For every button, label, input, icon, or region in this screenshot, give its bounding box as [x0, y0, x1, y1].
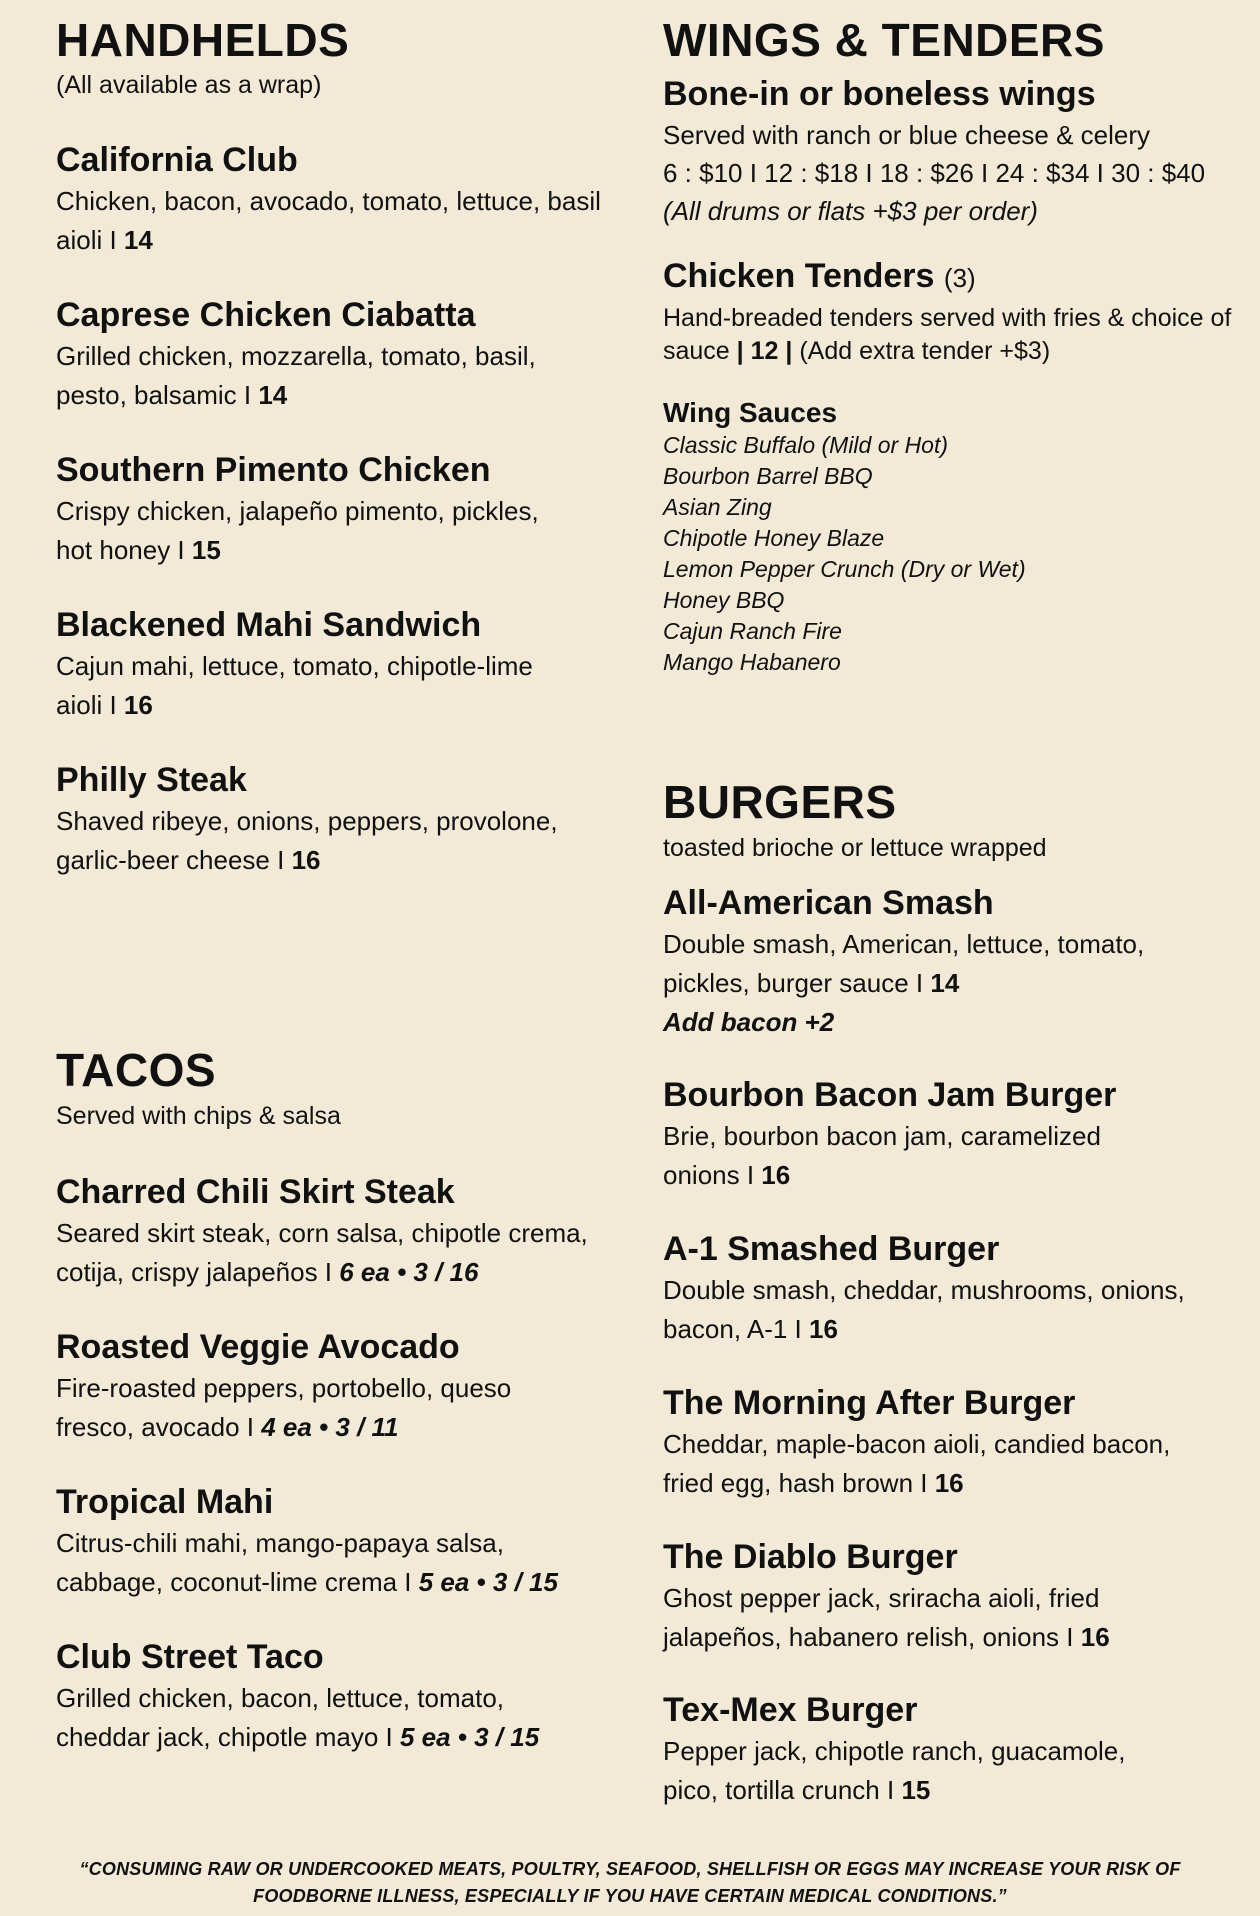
item-description: Grilled chicken, mozzarella, tomato, basil, pesto, balsamic I 14 [56, 341, 536, 410]
item-name: Roasted Veggie Avocado [56, 1328, 460, 1366]
menu-item-charred-chili-skirt-steak [56, 1172, 601, 1292]
item-description: Double smash, cheddar, mushrooms, onions, bacon, A-1 I 16 [663, 1275, 1185, 1344]
item-name: Southern Pimento Chicken [56, 451, 491, 489]
item-name: California Club [56, 141, 298, 179]
item-description: Fire-roasted peppers, portobello, queso fresco, avocado I 4 ea • 3 / 11 [56, 1373, 512, 1442]
tender-count: (3) [943, 263, 976, 293]
sauce-item: Mango Habanero [663, 649, 841, 675]
sauce-item: Bourbon Barrel BBQ [663, 463, 873, 489]
menu-item-southern-pimento-chicken [56, 450, 576, 570]
wings-tenders-title: WINGS & TENDERS [663, 14, 1105, 66]
health-disclaimer: “CONSUMING RAW OR UNDERCOOKED MEATS, POULTRY, SEAFOOD, SHELLFISH OR EGGS MAY INCREASE YOUR RISK OF FOODBORNE ILLNESS, ESPECIALLY IF YOU HAVE CERTAIN MEDICAL CONDITIONS.” [79, 1859, 1181, 1906]
item-name: Blackened Mahi Sandwich [56, 606, 482, 644]
sauce-item: Cajun Ranch Fire [663, 618, 842, 644]
item-price: 14 [930, 968, 960, 998]
burgers-subtitle: toasted brioche or lettuce wrapped [663, 834, 1047, 862]
item-name: The Morning After Burger [663, 1384, 1076, 1422]
menu-item-roasted-veggie-avocado [56, 1327, 576, 1447]
menu-item-california-club [56, 140, 601, 260]
sauce-item: Asian Zing [663, 494, 772, 520]
item-price: 16 [291, 845, 321, 875]
item-name: Bone-in or boneless wings [663, 75, 1096, 113]
item-description: Cajun mahi, lettuce, tomato, chipotle-lime aioli I 16 [56, 651, 533, 720]
item-name: Tropical Mahi [56, 1483, 274, 1521]
wing-serving-note: Served with ranch or blue cheese & celery [663, 120, 1151, 150]
item-price: 14 [258, 380, 288, 410]
item-description: Double smash, American, lettuce, tomato, pickles, burger sauce I 14 [663, 929, 1145, 998]
burgers-title: BURGERS [663, 776, 897, 828]
item-description: Grilled chicken, bacon, lettuce, tomato, cheddar jack, chipotle mayo I 5 ea • 3 / 15 [56, 1683, 540, 1752]
menu-item-chicken-tenders [663, 256, 1233, 368]
item-description: Cheddar, maple-bacon aioli, candied bacon, fried egg, hash brown I 16 [663, 1429, 1171, 1498]
item-name: Tex-Mex Burger [663, 1691, 918, 1729]
handhelds-title: HANDHELDS [56, 14, 350, 66]
item-price: 14 [123, 225, 153, 255]
menu-item-bourbon-bacon-jam-burger [663, 1075, 1163, 1195]
item-price: 16 [761, 1160, 791, 1190]
tacos-subtitle: Served with chips & salsa [56, 1102, 341, 1130]
wing-extra-note: (All drums or flats +$3 per order) [663, 196, 1038, 226]
item-description: Chicken, bacon, avocado, tomato, lettuce, basil aioli I 14 [56, 186, 601, 255]
menu-item-morning-after-burger [663, 1383, 1223, 1503]
wing-sauces-title: Wing Sauces [663, 397, 838, 428]
item-price: 5 ea • 3 / 15 [399, 1722, 540, 1752]
item-description: Hand-breaded tenders served with fries & choice of sauce | 12 | (Add extra tender +$3) [663, 304, 1232, 365]
item-name: A-1 Smashed Burger [663, 1230, 1000, 1268]
sauce-item: Lemon Pepper Crunch (Dry or Wet) [663, 556, 1026, 582]
sauce-item: Chipotle Honey Blaze [663, 525, 885, 551]
item-description: Pepper jack, chipotle ranch, guacamole, pico, tortilla crunch I 15 [663, 1736, 1126, 1805]
menu-item-philly-steak [56, 760, 601, 880]
item-price: 4 ea • 3 / 11 [261, 1412, 399, 1442]
sauce-item: Honey BBQ [663, 587, 785, 613]
item-price: | 12 | [736, 337, 793, 365]
menu-item-tropical-mahi [56, 1482, 601, 1602]
item-name: Club Street Taco [56, 1638, 324, 1676]
wing-sauces-list [663, 396, 1026, 678]
menu-item-club-street-taco [56, 1637, 601, 1757]
menu-item-diablo-burger [663, 1537, 1163, 1657]
item-price: 15 [191, 535, 221, 565]
wing-prices: 6 : $10 I 12 : $18 I 18 : $26 I 24 : $34 I 30 : $40 [663, 158, 1206, 188]
tacos-title: TACOS [56, 1044, 217, 1096]
sauce-item: Classic Buffalo (Mild or Hot) [663, 432, 949, 458]
item-description: Brie, bourbon bacon jam, caramelized onions I 16 [663, 1121, 1101, 1190]
item-name: Charred Chili Skirt Steak [56, 1173, 455, 1211]
item-price: 6 ea • 3 / 16 [339, 1257, 479, 1287]
item-name: Philly Steak [56, 761, 247, 799]
item-price: 5 ea • 3 / 15 [418, 1567, 558, 1597]
handhelds-subtitle: (All available as a wrap) [56, 71, 322, 99]
item-price: 15 [901, 1775, 931, 1805]
item-name: Chicken Tenders (3) [663, 257, 976, 295]
item-description: Ghost pepper jack, sriracha aioli, fried jalapeños, habanero relish, onions I 16 [663, 1583, 1110, 1652]
menu-item-wings [663, 74, 1205, 230]
item-name: All-American Smash [663, 884, 994, 922]
menu-item-blackened-mahi-sandwich [56, 605, 576, 725]
menu-item-tex-mex-burger [663, 1690, 1173, 1810]
item-name: Caprese Chicken Ciabatta [56, 296, 476, 334]
item-description: Seared skirt steak, corn salsa, chipotle crema, cotija, crispy jalapeños I 6 ea • 3 / 16 [56, 1218, 588, 1287]
item-price: 16 [1080, 1622, 1110, 1652]
item-price: 16 [123, 690, 153, 720]
item-price: 16 [808, 1314, 838, 1344]
menu-item-all-american-smash [663, 883, 1183, 1042]
item-name: The Diablo Burger [663, 1538, 958, 1576]
menu-item-a1-smashed-burger [663, 1229, 1223, 1349]
item-description: Shaved ribeye, onions, peppers, provolone, garlic-beer cheese I 16 [56, 806, 558, 875]
item-description: Crispy chicken, jalapeño pimento, pickles, hot honey I 15 [56, 496, 539, 565]
item-addon-note: Add bacon +2 [663, 1007, 835, 1037]
menu-item-caprese-chicken-ciabatta [56, 295, 576, 415]
item-price: 16 [934, 1468, 964, 1498]
item-name: Bourbon Bacon Jam Burger [663, 1076, 1117, 1114]
item-description: Citrus-chili mahi, mango-papaya salsa, cabbage, coconut-lime crema I 5 ea • 3 / 15 [56, 1528, 558, 1597]
